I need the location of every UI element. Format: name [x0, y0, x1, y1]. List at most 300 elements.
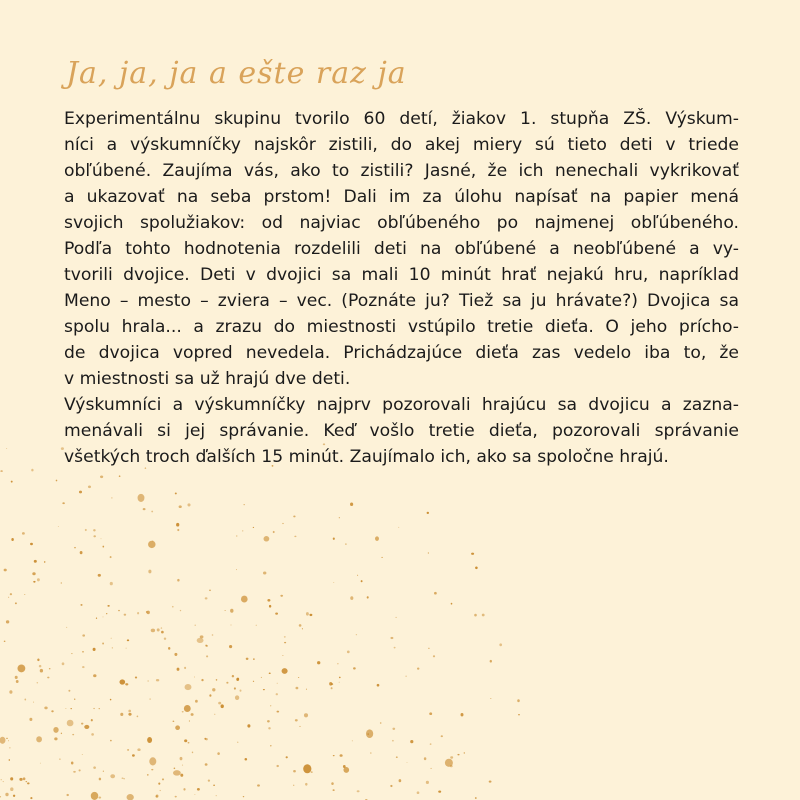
paint-speck: [91, 792, 98, 800]
paint-speck: [137, 716, 139, 718]
paint-speck: [71, 653, 72, 654]
paint-speck: [137, 612, 139, 614]
paint-speck: [247, 724, 250, 727]
paint-speck: [457, 754, 459, 756]
paint-speck: [146, 611, 148, 612]
paint-speck: [430, 743, 432, 745]
paint-speck: [61, 733, 62, 734]
paint-speck: [151, 511, 153, 513]
paint-speck: [187, 503, 190, 506]
body-text: [64, 106, 739, 470]
paint-speck: [475, 567, 478, 570]
paint-speck: [240, 689, 242, 691]
paint-speck: [236, 536, 237, 537]
paint-speck: [282, 655, 283, 656]
paint-speck: [120, 713, 123, 716]
paint-speck: [184, 739, 187, 742]
paint-speck: [1, 779, 2, 780]
paint-speck: [151, 629, 155, 633]
paint-speck: [241, 596, 248, 603]
paint-speck: [71, 761, 74, 764]
paint-speck: [182, 765, 183, 766]
paint-speck: [30, 543, 33, 545]
paint-speck: [96, 617, 97, 618]
paint-speck: [232, 675, 234, 678]
paint-speck: [182, 711, 184, 712]
paint-speck: [451, 603, 453, 605]
paint-speck: [267, 720, 270, 722]
paint-speck: [304, 713, 308, 717]
paint-speck: [243, 796, 244, 797]
paint-speck: [37, 682, 38, 683]
paint-speck: [299, 726, 300, 727]
paint-speck: [183, 788, 185, 790]
paint-speck: [80, 551, 83, 554]
paint-speck: [303, 764, 311, 773]
paint-speck: [427, 512, 429, 514]
paint-speck: [72, 734, 74, 735]
text-line: obľúbené. Zaujíma vás, ako to zistili? Jasné, že ich nenechali vykrikovať: [64, 161, 739, 181]
paint-speck: [51, 710, 53, 712]
paint-speck: [445, 759, 453, 767]
paint-speck: [10, 787, 13, 791]
paint-speck: [263, 689, 265, 690]
paint-speck: [518, 714, 520, 715]
paint-speck: [230, 609, 233, 613]
paint-speck: [375, 536, 379, 541]
paint-speck: [261, 677, 262, 678]
paint-speck: [44, 561, 46, 562]
paint-speck: [333, 789, 335, 791]
paint-speck: [149, 699, 150, 700]
paint-speck: [424, 757, 426, 760]
paint-speck: [209, 694, 211, 697]
paint-speck: [206, 655, 208, 657]
paint-speck: [380, 722, 382, 723]
paint-speck: [110, 582, 113, 585]
paint-speck: [100, 476, 103, 479]
paint-speck: [91, 719, 93, 721]
paint-speck: [53, 727, 58, 733]
paint-speck: [305, 783, 307, 786]
paint-speck: [65, 708, 66, 709]
paint-speck: [161, 631, 164, 634]
paint-speck: [40, 763, 41, 764]
paint-speck: [147, 737, 152, 743]
paint-speck: [434, 592, 437, 595]
paint-speck: [112, 647, 113, 648]
paint-speck: [309, 614, 312, 616]
paint-speck: [30, 797, 32, 799]
paint-speck: [175, 725, 180, 730]
paint-speck: [67, 720, 74, 727]
paint-speck: [82, 651, 84, 653]
paint-speck: [179, 505, 182, 508]
paint-speck: [229, 645, 232, 648]
paint-speck: [70, 708, 71, 709]
paint-speck: [161, 627, 162, 628]
paint-speck: [367, 596, 369, 598]
paint-speck: [276, 693, 278, 695]
paint-speck: [350, 503, 353, 507]
paint-speck: [62, 502, 64, 504]
paint-speck: [91, 733, 94, 736]
paint-speck: [126, 648, 127, 649]
paint-speck: [450, 756, 453, 758]
text-line: níci a výskumníčky najskôr zistili, do akej miery sú tieto deti v triede: [64, 135, 739, 155]
paint-speck: [24, 594, 25, 595]
paint-speck: [398, 527, 399, 528]
paint-speck: [156, 679, 159, 681]
paint-speck: [180, 610, 181, 611]
paint-speck: [74, 699, 75, 700]
paint-speck: [107, 605, 109, 607]
paint-speck: [8, 740, 9, 741]
paint-speck: [392, 728, 395, 730]
paint-speck: [216, 795, 217, 796]
paint-speck: [15, 602, 17, 604]
paint-speck: [137, 748, 140, 751]
paint-speck: [353, 667, 356, 669]
paint-speck: [246, 658, 249, 660]
paint-speck: [135, 676, 137, 678]
paint-speck: [284, 636, 286, 637]
paint-speck: [195, 625, 196, 626]
paint-speck: [482, 614, 485, 617]
paint-speck: [269, 605, 271, 608]
paint-speck: [195, 700, 198, 703]
paint-speck: [299, 624, 302, 627]
paint-speck: [189, 720, 190, 721]
paint-speck: [390, 785, 392, 787]
paint-speck: [430, 768, 431, 769]
paint-speck: [158, 782, 160, 784]
paint-speck: [31, 469, 33, 472]
paint-speck: [235, 695, 239, 700]
paint-speck: [124, 778, 125, 779]
paint-speck: [19, 778, 22, 781]
paint-speck: [27, 782, 30, 784]
paint-speck: [237, 678, 239, 680]
paragraph-1: [64, 106, 739, 392]
paint-speck: [74, 547, 76, 549]
paint-speck: [0, 796, 1, 797]
paint-speck: [390, 637, 393, 639]
paint-speck: [127, 794, 134, 800]
paint-speck: [370, 752, 372, 754]
paint-speck: [0, 737, 5, 744]
paint-speck: [32, 572, 35, 575]
paint-speck: [280, 595, 283, 597]
paint-speck: [37, 578, 40, 581]
paint-speck: [22, 532, 25, 535]
paint-speck: [106, 613, 107, 614]
paint-speck: [102, 642, 104, 644]
paint-speck: [151, 769, 153, 771]
paint-speck: [118, 610, 120, 611]
paint-speck: [99, 778, 101, 781]
paint-speck: [110, 774, 115, 778]
paint-speck: [125, 683, 128, 685]
paint-speck: [197, 788, 200, 791]
paint-speck: [231, 624, 232, 625]
paint-speck: [293, 515, 295, 517]
text-line: všetkých troch ďalších 15 minút. Zaujímalo ich, ako sa spoločne hrajú.: [64, 447, 669, 467]
paint-speck: [236, 569, 237, 570]
paint-speck: [340, 754, 343, 757]
paint-speck: [110, 699, 111, 701]
paint-speck: [286, 756, 288, 758]
paint-speck: [11, 481, 13, 483]
paint-speck: [110, 740, 111, 742]
paint-speck: [273, 531, 275, 533]
paint-speck: [157, 628, 160, 631]
paint-speck: [242, 530, 243, 531]
paint-speck: [180, 757, 183, 760]
paint-speck: [277, 683, 278, 684]
paint-speck: [361, 580, 363, 582]
paint-speck: [339, 517, 340, 518]
paint-speck: [162, 778, 164, 780]
paint-speck: [337, 663, 338, 664]
paint-speck: [294, 536, 296, 538]
paint-speck: [5, 793, 8, 796]
paint-speck: [218, 702, 221, 705]
paint-speck: [392, 740, 394, 742]
paint-speck: [216, 679, 218, 680]
paint-speck: [40, 669, 43, 673]
text-line: a ukazovať na seba prstom! Dali im za úlohu napísať na papier mená: [64, 187, 739, 207]
paint-speck: [61, 582, 62, 583]
paint-speck: [428, 552, 429, 553]
paint-speck: [475, 797, 477, 799]
paint-speck: [103, 546, 105, 548]
paint-speck: [333, 582, 334, 583]
paint-speck: [34, 560, 37, 563]
paint-speck: [405, 676, 406, 677]
paint-speck: [333, 755, 335, 756]
paint-speck: [213, 784, 215, 786]
paint-speck: [149, 757, 156, 765]
paint-speck: [9, 759, 10, 761]
paint-speck: [253, 527, 254, 528]
paint-speck: [173, 770, 181, 776]
paint-speck: [214, 714, 215, 715]
paint-speck: [82, 754, 83, 755]
paint-speck: [225, 610, 226, 611]
paint-speck: [93, 674, 96, 677]
paint-speck: [172, 606, 174, 608]
paint-speck: [9, 747, 10, 748]
paint-speck: [103, 616, 104, 617]
paint-speck: [15, 676, 18, 679]
paint-speck: [417, 791, 420, 794]
paint-speck: [164, 638, 166, 640]
paint-speck: [253, 681, 254, 682]
paint-speck: [197, 638, 204, 643]
paint-speck: [26, 781, 27, 782]
paint-speck: [0, 470, 2, 472]
paint-speck: [377, 684, 380, 687]
paint-speck: [226, 682, 228, 684]
page-heading: Ja, ja, ja a ešte raz ja: [66, 56, 407, 91]
paint-speck: [119, 679, 125, 684]
paint-speck: [256, 625, 257, 626]
paint-speck: [293, 770, 296, 772]
paint-speck: [184, 705, 191, 712]
paint-speck: [29, 718, 32, 721]
paint-speck: [489, 781, 492, 783]
paint-speck: [138, 494, 145, 502]
paint-speck: [68, 690, 70, 692]
paint-speck: [205, 645, 208, 647]
paint-speck: [168, 647, 170, 650]
paint-speck: [66, 627, 67, 628]
paint-speck: [85, 529, 87, 531]
paint-speck: [499, 643, 502, 646]
paint-speck: [143, 508, 146, 510]
paint-speck: [433, 655, 435, 657]
paint-speck: [82, 666, 85, 668]
paint-speck: [395, 617, 396, 618]
paint-speck: [188, 742, 190, 744]
paint-speck: [127, 639, 129, 641]
paint-speck: [6, 738, 7, 739]
paint-speck: [331, 687, 333, 689]
paint-speck: [8, 597, 9, 598]
paint-speck: [177, 668, 180, 671]
paint-speck: [54, 737, 57, 740]
paint-speck: [474, 614, 477, 617]
paint-speck: [101, 538, 102, 539]
paint-speck: [234, 687, 236, 689]
paint-speck: [191, 713, 194, 716]
paint-speck: [269, 673, 271, 675]
paint-speck: [399, 779, 402, 782]
paint-speck: [93, 648, 96, 651]
paint-speck: [174, 653, 177, 656]
paint-speck: [160, 790, 161, 791]
paint-speck: [79, 491, 82, 494]
paint-speck: [10, 777, 13, 780]
paint-speck: [152, 541, 153, 542]
paint-speck: [275, 613, 278, 615]
paint-speck: [264, 536, 270, 542]
paint-speck: [345, 543, 347, 545]
paint-speck: [205, 763, 208, 766]
paint-speck: [11, 538, 14, 541]
paint-speck: [209, 590, 210, 592]
paint-speck: [343, 767, 349, 773]
paint-speck: [302, 628, 303, 629]
text-line: menávali si jej správanie. Keď vošlo tretie dieťa, pozorovali správanie: [64, 421, 739, 441]
paint-speck: [295, 687, 298, 690]
paint-speck: [267, 599, 270, 602]
paint-speck: [127, 749, 129, 751]
paint-speck: [276, 765, 279, 767]
paint-speck: [124, 614, 127, 616]
paint-speck: [471, 553, 474, 555]
paint-speck: [295, 719, 298, 721]
paint-speck: [84, 725, 89, 729]
paint-speck: [461, 713, 464, 716]
paint-speck: [217, 752, 220, 755]
paint-speck: [147, 774, 149, 776]
paint-speck: [317, 661, 320, 664]
paint-speck: [99, 708, 100, 709]
paint-speck: [82, 634, 85, 636]
paint-speck: [212, 688, 215, 691]
paint-speck: [148, 681, 149, 682]
paint-speck: [128, 710, 131, 713]
paint-speck: [212, 634, 214, 635]
paint-speck: [347, 651, 350, 654]
paint-speck: [3, 781, 4, 782]
paint-speck: [148, 570, 151, 574]
paint-speck: [37, 658, 39, 661]
paint-speck: [33, 581, 35, 583]
paragraph-2: [64, 392, 739, 470]
paint-speck: [194, 794, 195, 795]
paint-speck: [221, 704, 224, 708]
paint-speck: [98, 574, 101, 577]
paint-speck: [58, 526, 59, 527]
paint-speck: [208, 779, 210, 781]
paint-speck: [16, 680, 19, 683]
paint-speck: [4, 569, 7, 572]
paint-speck: [80, 604, 82, 606]
paint-speck: [253, 658, 254, 660]
paint-speck: [394, 647, 396, 649]
paint-speck: [277, 711, 280, 713]
paint-speck: [93, 529, 96, 531]
paint-speck: [47, 677, 49, 679]
paint-speck: [176, 523, 179, 527]
paint-speck: [367, 733, 369, 735]
paint-speck: [243, 504, 244, 505]
paint-speck: [93, 708, 95, 709]
paint-speck: [177, 529, 179, 531]
paint-speck: [270, 745, 272, 746]
paint-speck: [293, 785, 294, 786]
paint-speck: [81, 723, 83, 725]
paint-speck: [350, 596, 353, 600]
paint-speck: [184, 667, 186, 669]
paint-speck: [428, 648, 430, 649]
paint-speck: [93, 766, 96, 769]
paint-speck: [79, 769, 81, 771]
paint-speck: [174, 767, 176, 769]
paint-speck: [122, 777, 124, 778]
paint-speck: [205, 597, 208, 599]
paint-speck: [33, 702, 34, 703]
paint-speck: [339, 677, 341, 679]
paint-speck: [73, 771, 76, 773]
paint-speck: [306, 612, 309, 615]
paint-speck: [339, 682, 340, 683]
text-line: v miestnosti sa už hrajú dve deti.: [64, 369, 351, 389]
paint-speck: [155, 795, 157, 797]
paint-speck: [111, 497, 112, 498]
paint-speck: [204, 738, 206, 740]
paint-speck: [88, 486, 91, 489]
paint-speck: [180, 774, 183, 777]
paint-speck: [329, 682, 332, 686]
paint-speck: [44, 706, 47, 709]
paint-speck: [426, 781, 429, 784]
paint-speck: [245, 758, 248, 761]
paint-speck: [192, 752, 193, 754]
